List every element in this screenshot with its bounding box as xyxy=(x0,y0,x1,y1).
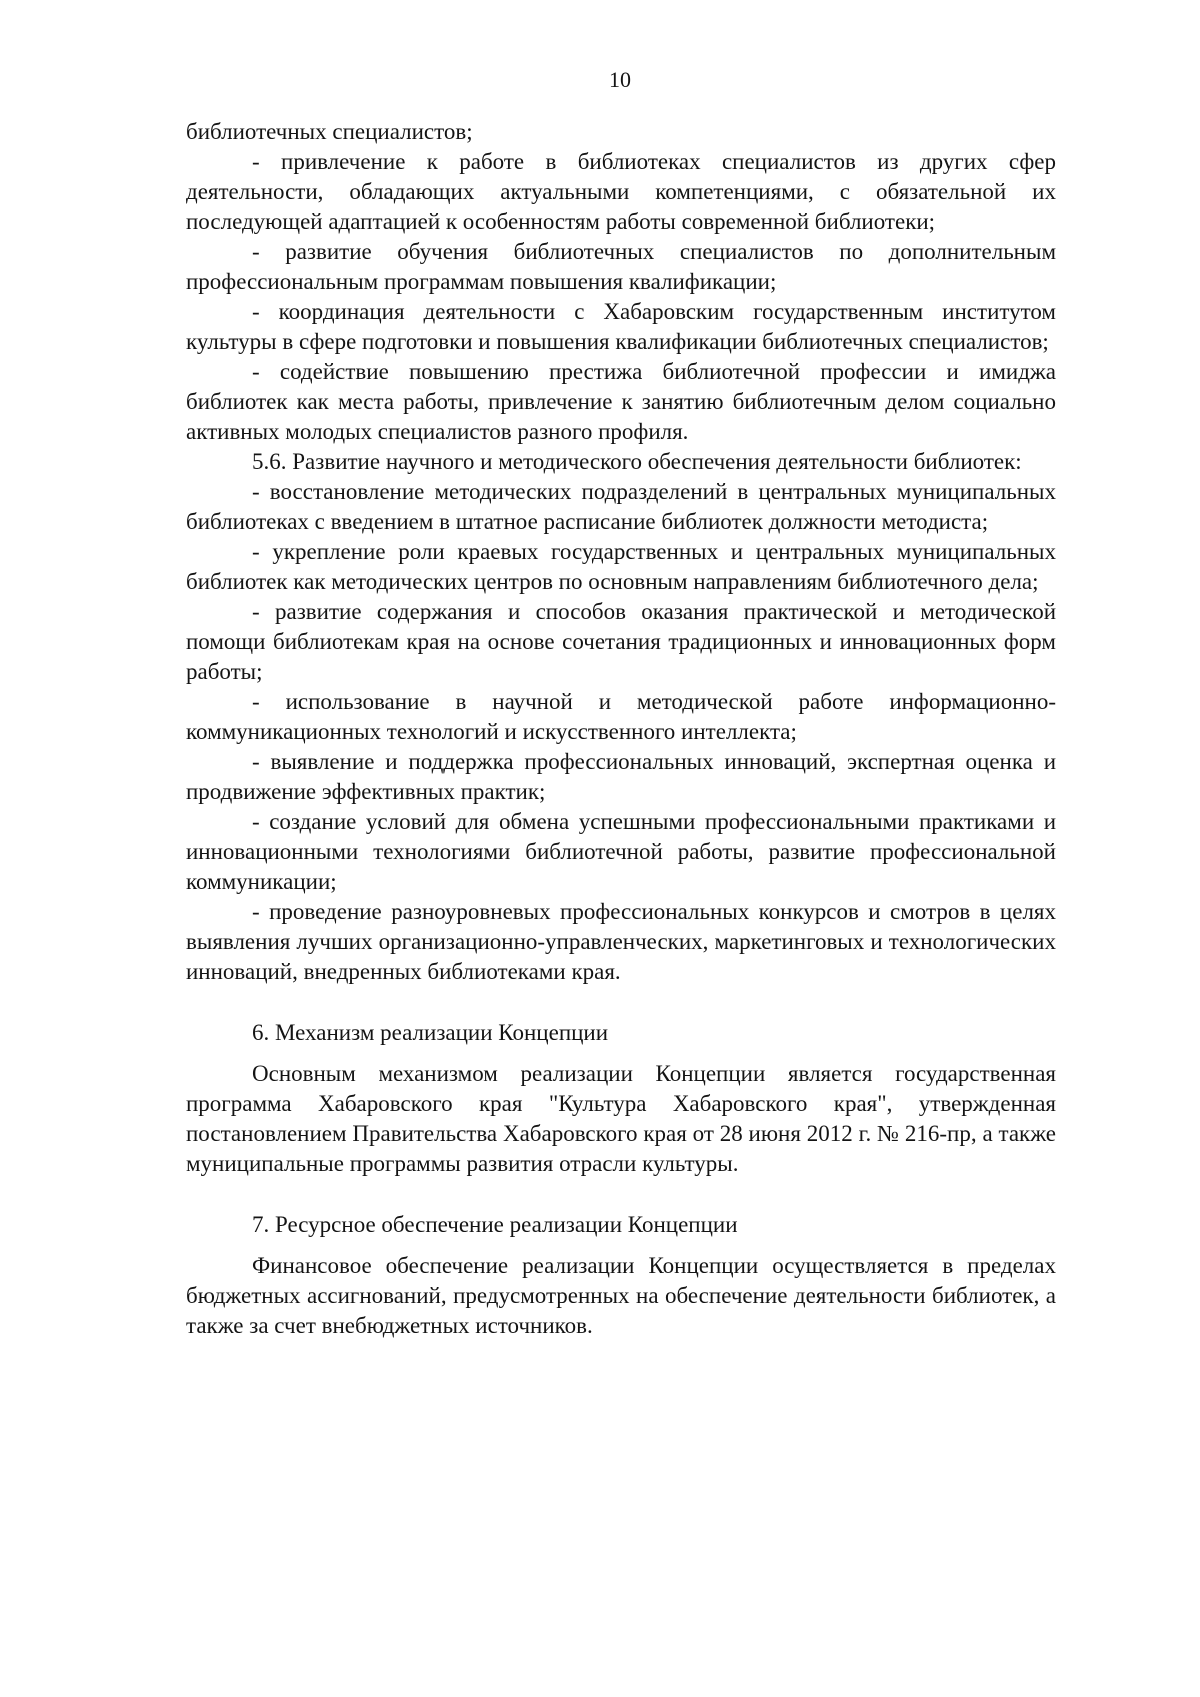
list-item: - проведение разноуровневых профессиональных конкурсов и смотров в целях выявления лучших организационно-управленческих, маркетинговых и технологических инноваций, внедренных библиотеками края. xyxy=(186,899,1056,984)
section-paragraph: Основным механизмом реализации Концепции является государственная программа Хабаровского края "Культура Хабаровского края", утвержденная постановлением Правительства Хабаровского края от 28 июня 2012 г. № 216-пр, а также муниципальные программы развития отрасли культуры. xyxy=(186,1061,1056,1176)
list-item: - координация деятельности с Хабаровским государственным институтом культуры в сфере подготовки и повышения квалификации библиотечных специалистов; xyxy=(186,299,1056,354)
list-item: - развитие содержания и способов оказания практической и методической помощи библиотекам края на основе сочетания традиционных и инновационных форм работы; xyxy=(186,599,1056,684)
paragraph-continuation: библиотечных специалистов; xyxy=(186,119,473,144)
page-content xyxy=(186,117,1056,1341)
list-item: - привлечение к работе в библиотеках специалистов из других сфер деятельности, обладающих актуальными компетенциями, с обязательной их последующей адаптацией к особенностям работы современной библиотеки; xyxy=(186,149,1056,234)
list-item: - создание условий для обмена успешными профессиональными практиками и инновационными технологиями библиотечной работы, развитие профессиональной коммуникации; xyxy=(186,809,1056,894)
list-item: - использование в научной и методической работе информационно-коммуникационных технологий и искусственного интеллекта; xyxy=(186,689,1056,744)
list-item: - восстановление методических подразделений в центральных муниципальных библиотеках с введением в штатное расписание библиотек должности методиста; xyxy=(186,479,1056,534)
section-paragraph: Финансовое обеспечение реализации Концепции осуществляется в пределах бюджетных ассигнований, предусмотренных на обеспечение деятельности библиотек, а также за счет внебюджетных источников. xyxy=(186,1253,1056,1338)
list-item: - развитие обучения библиотечных специалистов по дополнительным профессиональным программам повышения квалификации; xyxy=(186,239,1056,294)
section-heading: 7. Ресурсное обеспечение реализации Концепции xyxy=(252,1212,738,1237)
list-item: - укрепление роли краевых государственных и центральных муниципальных библиотек как методических центров по основным направлениям библиотечного дела; xyxy=(186,539,1056,594)
list-item: - содействие повышению престижа библиотечной профессии и имиджа библиотек как места работы, привлечение к занятию библиотечным делом социально активных молодых специалистов разного профиля. xyxy=(186,359,1056,444)
subsection-paragraph: 5.6. Развитие научного и методического обеспечения деятельности библиотек: xyxy=(252,449,1022,474)
list-item: - выявление и поддержка профессиональных инноваций, экспертная оценка и продвижение эффективных практик; xyxy=(186,749,1056,804)
page-number: 10 xyxy=(609,67,631,92)
section-heading: 6. Механизм реализации Концепции xyxy=(252,1020,609,1045)
